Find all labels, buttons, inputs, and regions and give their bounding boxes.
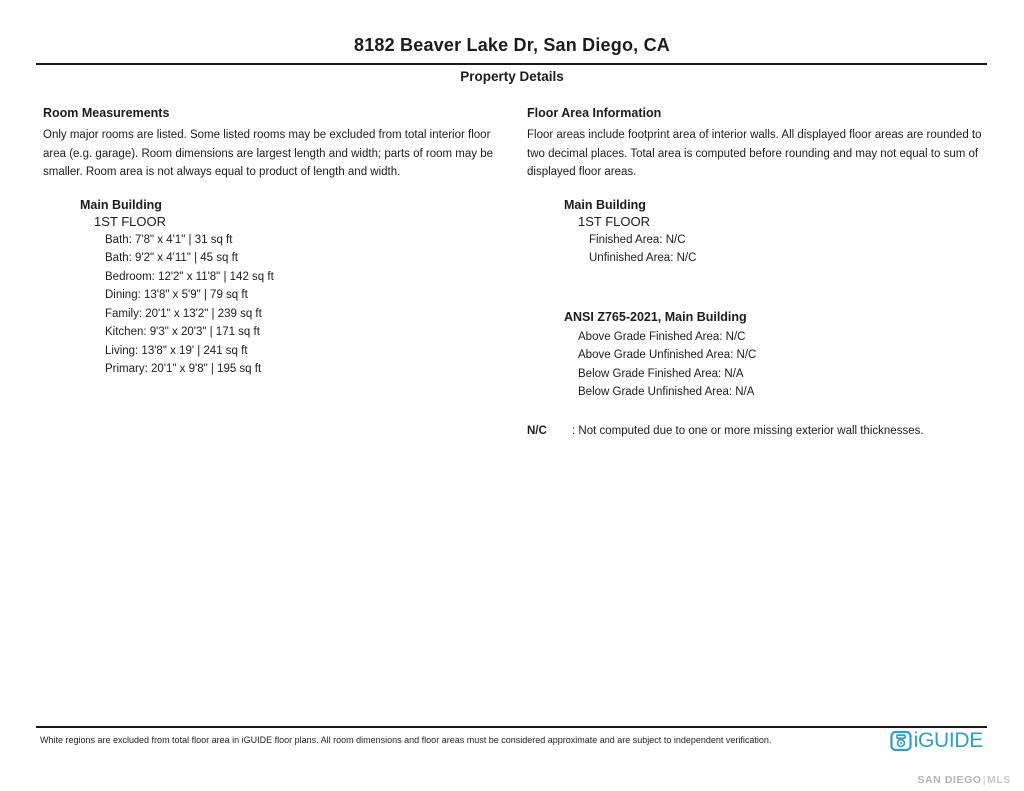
area-item: Finished Area: N/C	[589, 234, 686, 246]
ansi-heading: ANSI Z765-2021, Main Building	[564, 309, 747, 324]
page-subtitle: Property Details	[460, 69, 564, 84]
mls-mark-left: SAN DIEGO	[917, 774, 982, 786]
room-item: Kitchen: 9'3" x 20'3" | 171 sq ft	[105, 326, 260, 339]
room-item: Dining: 13'8" x 5'9" | 79 sq ft	[105, 289, 248, 302]
room-item: Bath: 7'8" x 4'1" | 31 sq ft	[105, 234, 233, 246]
nc-note-text: : Not computed due to one or more missing exterior wall thicknesses.	[572, 424, 924, 437]
footer-disclaimer: White regions are excluded from total floor area in iGUIDE floor plans. All room dimensions and floor areas must be considered approximate and are subject to independent verification.	[40, 735, 772, 745]
ansi-item: Below Grade Finished Area: N/A	[578, 367, 744, 380]
building-name: Main Building	[564, 197, 646, 212]
header-rule	[36, 63, 987, 65]
floor-area-description: Floor areas include footprint area of interior walls. All displayed floor areas are rounded to two decimal places. Total area is computed before rounding and may not equal to sum of displayed floor areas.	[527, 129, 982, 178]
mls-mark-right: MLS	[987, 774, 1011, 786]
room-list	[105, 231, 505, 379]
ansi-block	[527, 310, 993, 402]
area-list	[589, 231, 993, 268]
building-name: Main Building	[80, 197, 162, 212]
floor-name: 1ST FLOOR	[578, 213, 651, 229]
room-item: Primary: 20'1" x 9'8" | 195 sq ft	[105, 363, 262, 376]
floor-name: 1ST FLOOR	[94, 213, 167, 229]
room-measurements-section	[43, 106, 505, 379]
iguide-camera-icon	[890, 730, 912, 752]
floor-area-section	[527, 106, 993, 439]
nc-note-term: N/C	[527, 424, 547, 437]
ansi-item: Below Grade Unfinished Area: N/A	[578, 386, 755, 399]
floor-area-heading: Floor Area Information	[527, 106, 662, 120]
ansi-item: Above Grade Unfinished Area: N/C	[578, 349, 757, 362]
room-item: Family: 20'1" x 13'2" | 239 sq ft	[105, 307, 262, 320]
footer-rule	[36, 726, 987, 728]
room-item: Living: 13'8" x 19' | 241 sq ft	[105, 344, 248, 357]
area-item: Unfinished Area: N/C	[589, 252, 697, 265]
room-measurements-heading: Room Measurements	[43, 106, 170, 120]
sandiego-mls-mark	[917, 774, 1011, 786]
page-title: 8182 Beaver Lake Dr, San Diego, CA	[354, 35, 670, 55]
ansi-item: Above Grade Finished Area: N/C	[578, 330, 746, 343]
iguide-logo	[890, 729, 983, 753]
nc-note	[527, 424, 993, 439]
ansi-list	[578, 328, 993, 402]
room-item: Bedroom: 12'2" x 11'8" | 142 sq ft	[105, 270, 274, 283]
room-measurements-description: Only major rooms are listed. Some listed rooms may be excluded from total interior floor area (e.g. garage). Room dimensions are largest length and width; parts of room may be smaller. Room area is not always equal to product of length and width.	[43, 129, 494, 178]
iguide-logo-text: iGUIDE	[913, 729, 983, 752]
room-measurements-building-block	[43, 198, 505, 379]
floor-area-building-block	[527, 198, 993, 268]
mls-mark-divider: |	[982, 774, 987, 786]
room-item: Bath: 9'2" x 4'11" | 45 sq ft	[105, 252, 238, 265]
